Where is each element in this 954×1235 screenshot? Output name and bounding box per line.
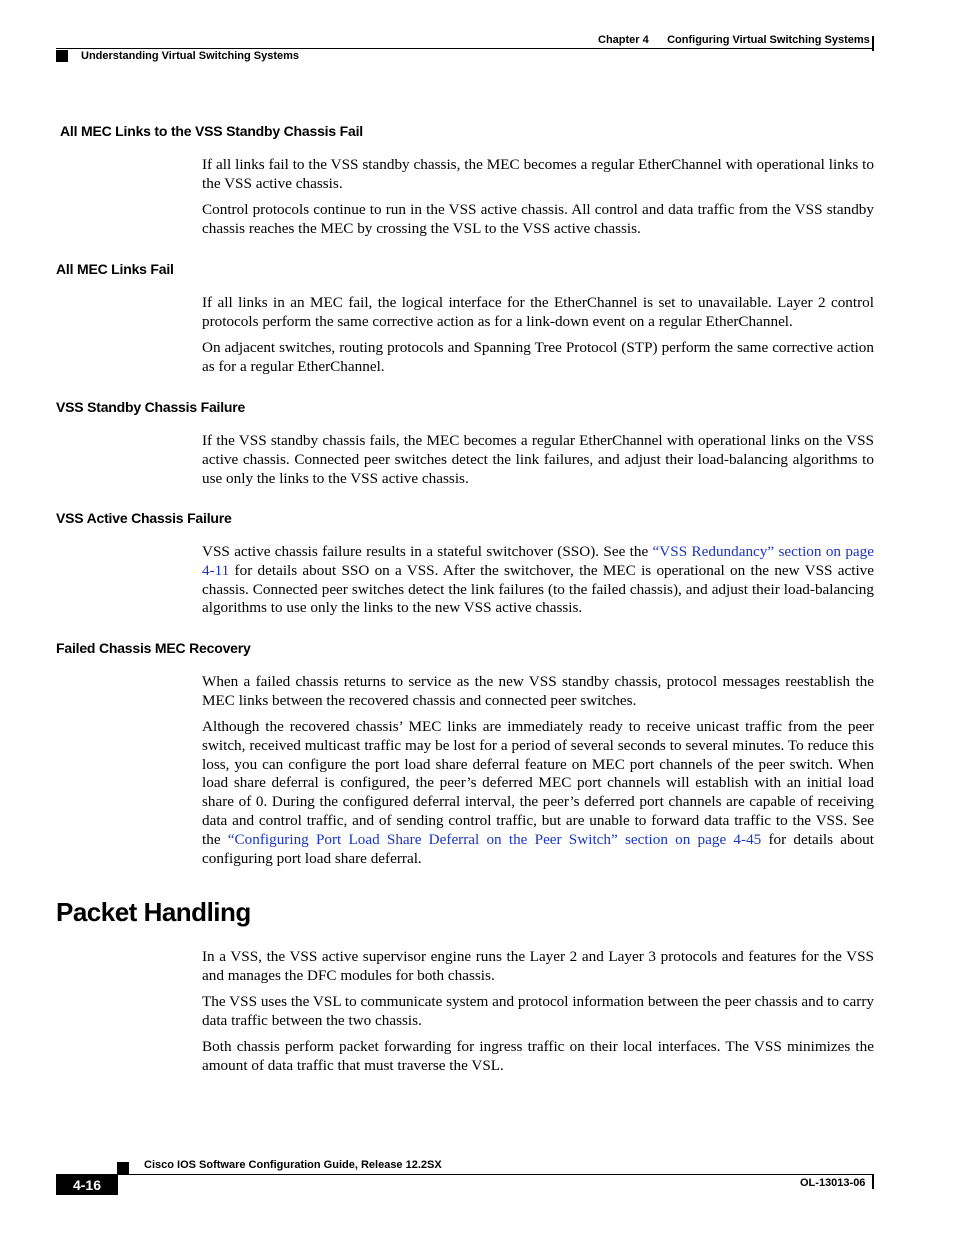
header-rule	[56, 48, 874, 49]
cross-reference-link[interactable]: “Configuring Port Load Share Deferral on the Peer Switch” section on page 4-45	[227, 830, 762, 848]
footer-marker	[117, 1162, 129, 1174]
chapter-title: Configuring Virtual Switching Systems	[667, 34, 870, 46]
paragraph: Control protocols continue to run in the VSS active chassis. All control and data traffic from the VSS standby chassis reaches the MEC by crossing the VSL to the VSS active chassis.	[202, 201, 874, 237]
section-heading: VSS Active Chassis Failure	[56, 510, 232, 526]
paragraph	[202, 543, 874, 618]
section-heading: Failed Chassis MEC Recovery	[56, 640, 251, 656]
footer-guide-title: Cisco IOS Software Configuration Guide, Release 12.2SX	[144, 1159, 442, 1171]
paragraph: In a VSS, the VSS active supervisor engine runs the Layer 2 and Layer 3 protocols and features for the VSS and manages the DFC modules for both chassis.	[202, 948, 874, 984]
paragraph: If the VSS standby chassis fails, the MEC becomes a regular EtherChannel with operational links on the VSS active chassis. Connected peer switches detect the link failures, and adjust their load-balancing algorithms to use only the links to the VSS active chassis.	[202, 432, 874, 487]
paragraph: The VSS uses the VSL to communicate system and protocol information between the peer chassis and to carry data traffic between the two chassis.	[202, 993, 874, 1029]
section-heading: VSS Standby Chassis Failure	[56, 399, 246, 415]
page-number: 4-16	[56, 1175, 118, 1195]
section-heading: All MEC Links to the VSS Standby Chassis Fail	[60, 123, 363, 139]
paragraph-text: for details about SSO on a VSS. After the switchover, the MEC is operational on the new VSS active chassis. Connected peer switches detect the link failures (to the failed chassis), and adjust their load-balancing algorithms to use only the links to the new VSS active chassis.	[202, 561, 874, 617]
cross-reference-link[interactable]: “VSS Redundancy” section on page 4-11	[202, 543, 875, 579]
paragraph: If all links fail to the VSS standby chassis, the MEC becomes a regular EtherChannel with operational links to the VSS active chassis.	[202, 156, 874, 192]
paragraph: Both chassis perform packet forwarding for ingress traffic on their local interfaces. The VSS minimizes the amount of data traffic that must traverse the VSL.	[202, 1038, 874, 1074]
header-marker	[56, 50, 68, 62]
paragraph: When a failed chassis returns to service as the new VSS standby chassis, protocol messages reestablish the MEC links between the recovered chassis and connected peer switches.	[202, 673, 874, 709]
document-number: OL-13013-06	[800, 1177, 866, 1189]
paragraph-text: VSS active chassis failure results in a stateful switchover (SSO). See the	[202, 543, 653, 560]
footer-bar	[872, 1175, 874, 1189]
paragraph: If all links in an MEC fail, the logical interface for the EtherChannel is set to unavailable. Layer 2 control protocols perform the same corrective action as for a link-down event on a regular EtherChannel.	[202, 294, 874, 330]
paragraph: On adjacent switches, routing protocols and Spanning Tree Protocol (STP) perform the same corrective action as for a regular EtherChannel.	[202, 339, 874, 375]
running-header-section: Understanding Virtual Switching Systems	[81, 50, 300, 62]
chapter-number: Chapter 4	[598, 34, 649, 46]
running-header-chapter	[598, 34, 870, 46]
paragraph-text: Although the recovered chassis’ MEC links are immediately ready to receive unicast traffic from the peer switch, received multicast traffic may be lost for a period of several seconds to several minutes. To reduce this loss, you can configure the port load share deferral feature on MEC port channels of the peer switch. When load share deferral is configured, the peer’s deferred MEC port channels will establish with an initial load share of 0. During the configured deferral interval, the peer’s deferred port channels are capable of receiving data and control traffic, and of sending control traffic, but are unable to forward data traffic to the VSS. See the	[202, 718, 874, 848]
section-heading: All MEC Links Fail	[56, 261, 174, 277]
main-heading: Packet Handling	[56, 897, 251, 927]
footer-rule	[56, 1174, 874, 1175]
paragraph	[202, 718, 874, 868]
paragraph-text: for details about configuring port load share deferral.	[202, 830, 874, 867]
